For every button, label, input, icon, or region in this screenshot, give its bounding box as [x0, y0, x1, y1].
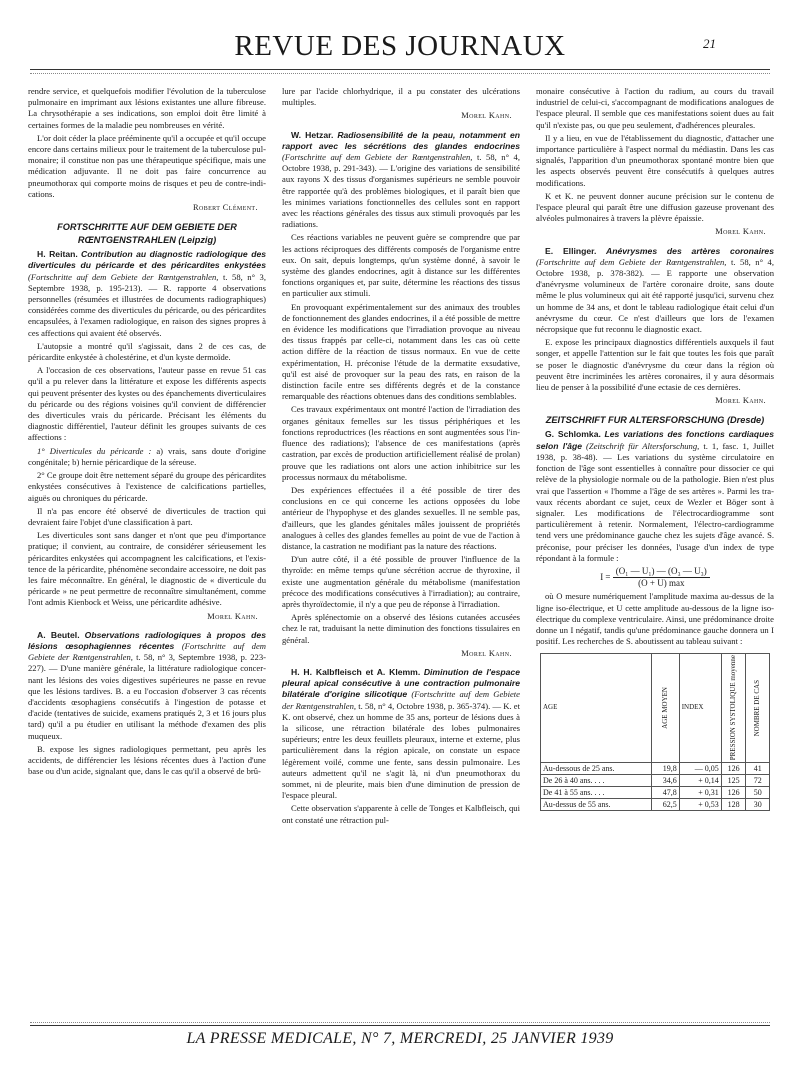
article-body: t. 1, fasc. 1, Juillet 1938, p. 38-48). — Les variations du système circulatoire en fonction de l'âge sont essentielles à connaître pour dissocier ce qui relève de la physiologie normale ou de la pathologie. Bien n'est plus vrai que l'assertion « l'homme a l'âge de ses artères ». Parmi les travaux récents abordant ce sujet, ceux de Wezler et Böger sont à signaler. Les modifications de l'électrocardiogramme sont particulièrement à retenir. Normalement, l'électro-cardiogramme tend vers une prédominance gauche chez les sujets d'âge avancé. S. préconise, pour préciser les données, l'usage d'un index de type répondant à la formule :: [536, 440, 774, 563]
table-cell: Au-dessus de 55 ans.: [541, 798, 652, 810]
paragraph: A l'occasion de ces observations, l'auteur passe en revue 51 cas qu'il a pu relever dans la littérature et expose les différents aspects qui peuvent présenter des kystes ou des épanchements diverticulaires du péricarde ou des régions voisines qu'il convient de différencier des diverticules vrais du péricarde. Précisant les éléments du diagnostic différentiel, l'auteur définit les groupes suivants de ces affections :: [28, 365, 266, 443]
table-cell: 126: [721, 786, 746, 798]
article-author: H. H. Kalbfleisch et A. Klemm.: [291, 666, 421, 677]
table-cell: 19,8: [652, 762, 680, 774]
article-author: H. Reitan.: [37, 249, 78, 260]
column-left: [28, 86, 266, 779]
paragraph: Des expériences effectuées il a été possible de tirer des conclusions en ce qui concerne les actions opposées du lobe antérieur de l'hypophyse et des glandes sexuelles. Il ne semble pas, d'ailleurs, que les glandes génitales mâles jouissent de propriétés analogues à celles des glandes femelles au point de vue de l'action à distance, la castration ne modifiant pas la nature des réactions.: [282, 484, 520, 551]
author-signature: Morel Kahn.: [715, 227, 766, 237]
header-label: PRESSION SYSTOLIQUE moyenne: [729, 655, 738, 761]
table-cell: 62,5: [652, 798, 680, 810]
paragraph: rendre service, et quelquefois modifier l'évolution de la tuberculose pulmonaire en imprimant aux lésions existantes une allure fibreuse. La chrysothérapie a ses indications, son emploi doit être limité à certaines formes de la maladie peu nombreuses en vérité.: [28, 86, 266, 130]
article-journal-ref: (Fortschritte auf dem Gebiete der Rœntgenstrahlen,: [282, 152, 473, 163]
paragraph: Après splénectomie on a observé des lésions cutanées accusées chez le rat, traduisant la nette diminution des fonctions tissulaires en général.: [282, 612, 520, 645]
paragraph: B. expose les signes radiologiques permettant, peu après les accidents, de différencier les lésions récentes dues à l'action d'une base ou d'un acide, signalant que, dans le cas qu'il a observé de brû-: [28, 743, 266, 777]
article-entry: [282, 130, 520, 231]
paragraph: [28, 446, 266, 468]
article-author: W. Hetzar.: [291, 129, 334, 140]
paragraph: L'autopsie a montré qu'il s'agissait, dans 2 de ces cas, de péricardite enkystée à cholestérine, et d'un kyste dermoïde.: [28, 340, 266, 363]
journal-section-heading: FORTSCHRITTE AUF DEM GEBIETE DER RŒNTGENSTRAHLEN (Leipzig): [57, 222, 237, 246]
table-header-cell: [679, 654, 721, 762]
table-cell: De 26 à 40 ans. . . .: [541, 774, 652, 786]
header-dotted-rule: [30, 73, 770, 74]
list-text: a) vrais, sans doute d'origine congénitale; b) hernie péricardique de la séreuse.: [28, 445, 266, 467]
paragraph: Il n'a pas encore été observé de diverticules de traction qui devraient faire l'objet d'une classification à part.: [28, 505, 266, 527]
table-cell: De 41 à 55 ans. . . .: [541, 786, 652, 798]
page-header: [30, 22, 770, 70]
paragraph: Cette observation s'apparente à celle de Tonges et Kalbfleisch, qui ont constaté une rétraction pul-: [282, 803, 520, 825]
article-journal-ref: (Fortschritte auf dem Gebiete der Rœntgenstrahlen,: [536, 256, 727, 267]
paragraph: 2° Ce groupe doit être nettement séparé du groupe des péricardites enkystées consécutives à l'existence de calcifications partielles, aiguës ou chroniques du péricarde.: [28, 470, 266, 503]
author-signature: Morel Kahn.: [207, 611, 258, 621]
formula-fraction: [613, 566, 710, 589]
article-title: Radiosensibilité de la peau, notamment en rapport avec les sécrétions des glandes endocrines: [282, 129, 521, 151]
table-header-row: [541, 654, 770, 762]
header-rule: [30, 69, 770, 70]
table-cell: 126: [721, 762, 746, 774]
paragraph: L'or doit céder la place prééminente qu'il a occupée et qu'il occupe encore dans certains milieux pour le traitement de la tuberculose pulmonaire; il constitue non pas une thérapeutique spécifique, mais une médication adjuvante. Il ne doit pas faire concurrence au pneumothorax qui comporte moins de risques et peu de contre-indications.: [28, 132, 266, 199]
results-table: [540, 653, 770, 810]
header-label: INDEX: [681, 703, 704, 712]
article-author: E. Ellinger.: [545, 245, 597, 256]
formula-lhs: I =: [600, 571, 611, 582]
footer-rule: [30, 1025, 770, 1026]
table-cell: Au-dessous de 25 ans.: [541, 762, 652, 774]
article-entry: [536, 429, 774, 563]
article-title: Anévrysmes des artères coronaires: [605, 245, 774, 256]
table-cell: 128: [721, 798, 746, 810]
column-right: [536, 86, 774, 811]
page-title: REVUE DES JOURNAUX: [234, 30, 566, 62]
table-cell: 72: [746, 774, 770, 786]
paragraph: E. expose les principaux diagnostics différentiels auxquels il faut songer, et appelle l'attention sur le fait que toutes les fois que paraît se poser le diagnostic d'anévrysme du cœur dans la région où peuvent être incriminées les artères coronaires, il y aura désormais lieu de penser à la possibilité d'une ectasie de ces dernières.: [536, 337, 774, 393]
article-entry: [536, 246, 774, 336]
paragraph: Il y a lieu, en vue de l'établissement du diagnostic, d'attacher une importance particulière à l'aspect normal du médiastin. Dans les cas signalés, l'apparition d'un pneumothorax spontané montre bien que les aspects observés peuvent être consécutifs à quelques autres modifications.: [536, 132, 774, 188]
table-cell: 41: [746, 762, 770, 774]
table-header-cell: [746, 654, 770, 762]
author-signature: Morel Kahn.: [461, 111, 512, 121]
table-header-cell: [721, 654, 746, 762]
article-author: G. Schlomka.: [545, 429, 601, 440]
paragraph: Ces travaux expérimentaux ont montré l'action de l'irradiation des organes génitaux femelles sur les tissus périphériques et les fonctions reproductrices (les réactions en sont augmentées sous l'influence des radiations); l'absence de ces manifestations (après castration, par excès de production artificiellement réalisé de prolan) prouve que les radiations ont alors une action inhibitrice sur les processus normaux du métabolisme.: [282, 404, 520, 482]
paragraph: lure par l'acide chlorhydrique, il a pu constater des ulcérations multiples.: [282, 86, 520, 108]
table-header-cell: [652, 654, 680, 762]
table-header-cell: [541, 654, 652, 762]
table-cell: + 0,14: [679, 774, 721, 786]
article-journal-ref: (Zeitschrift für Altersforschung,: [586, 440, 700, 451]
article-title: Diminution de l'espace pleural apical consécutive à une contraction pulmonaire bilatérale d'origine silicotique: [282, 666, 520, 700]
article-body: t. 58, n° 4, Octobre 1938, p. 378-382). — E rapporte une observation d'anévrysme volumineux de l'artère coronaire droite, sans doute même le plus volumineux qui ait été rapporté jusqu'ici, survenu chez un homme de 34 ans, et dont le tableau radiologique était celui d'un anévrysme du cœur. Ce n'est d'ailleurs que lors de l'examen nécropsique que fut reconnu le diagnostic exact.: [536, 256, 774, 335]
article-entry: [28, 249, 266, 339]
footer-dotted-rule: [30, 1022, 770, 1023]
table-row: [541, 798, 770, 810]
table-cell: 50: [746, 786, 770, 798]
column-middle: [282, 86, 520, 828]
author-signature: Morel Kahn.: [461, 648, 512, 658]
article-journal-ref: (Fortschritte auf dem Gebiete der Rœntgenstrahlen,: [28, 640, 267, 663]
table-cell: + 0,31: [679, 786, 721, 798]
table-row: [541, 774, 770, 786]
table-cell: — 0,05: [679, 762, 721, 774]
page-footer: [30, 1022, 770, 1052]
article-entry: [282, 667, 520, 801]
author-signature: Robert Clément.: [193, 203, 258, 213]
publication-line: LA PRESSE MEDICALE, N° 7, MERCREDI, 25 JANVIER 1939: [186, 1030, 614, 1047]
table-row: [541, 762, 770, 774]
table-cell: + 0,53: [679, 798, 721, 810]
paragraph: monaire consécutive à l'action du radium, au cours du travail industriel de celui-ci, s'accompagnant de modifications analogues de l'espace pleural. Il semble que ces manifestations soient dues au fait qu'il n'existe pas, ou que peu seulement, d'adhérences pleurales.: [536, 86, 774, 130]
journal-section-heading: ZEITSCHRIFT FUR ALTERSFORSCHUNG (Dresde): [545, 415, 765, 426]
article-title: Les variations des fonctions cardiaques selon l'âge: [536, 429, 774, 451]
table-cell: 30: [746, 798, 770, 810]
article-body: t. 58, n° 3, Septembre 1938, p. 223-227). — D'une manière générale, la littérature radiologique concernant les lésions des voies digestives supérieures ne passe en revue que les lésions tardives. B. a eu l'occasion d'observer 3 cas récents d'accidents œsophagiens consécutifs à l'ingestion de potasse et d'acide (tentatives de suicide, examens pratiqués 2, 3 et 16 jours plus tard) qu'il a pu étudier en utilisant la méthode d'examen des plis muqueux.: [28, 652, 266, 741]
paragraph: Ces réactions variables ne peuvent guère se comprendre que par les actions réciproques des différents composés de l'organisme entre eux. On sait, depuis longtemps, qu'un système donné, à savoir le système des glandes endocrines, agit à distance sur les différentes fonctions organiques et, par suite, détermine les réactions des tissus en particulier aux stimuli.: [282, 232, 520, 299]
author-signature: Morel Kahn.: [715, 396, 766, 406]
page-number: 21: [703, 36, 716, 51]
list-lead: 1° Diverticules du péricarde :: [37, 445, 152, 456]
table-row: [541, 786, 770, 798]
formula-numerator: (O₁ — U₁) — (O₃ — U₃): [613, 566, 710, 578]
formula-denominator: (O + U) max: [638, 578, 685, 589]
paragraph: En provoquant expérimentalement sur des animaux des troubles de fonctionnement des glandes endocrines, il a été possible de mettre en évidence les modifications que l'irradiation provoque au niveau des tissus frappés par celle-ci, notamment dans les cas où cette action diffère de la réaction de tissus normaux. En vue de cette expérimentation, H. préconise l'étude de la dermatite exsudative, qu'il est aisé de provoquer sur la peau des rats, en raison de la distinction facile entre ses différents degrés et de la constance remarquable des réactions obtenues dans des conditions semblables.: [282, 301, 520, 402]
paragraph: K et K. ne peuvent donner aucune précision sur le contenu de l'espace pleural qui paraît être une diffusion gazeuse provenant des alvéoles pulmonaires à travers la plèvre épaissie.: [536, 190, 774, 224]
article-journal-ref: (Fortschritte auf dem Gebiete der Rœntgenstrahlen,: [28, 271, 219, 282]
article-journal-ref: (Fortschritte auf dem Gebiete der Rœntgenstrahlen,: [282, 689, 520, 711]
article-title: Observations radiologiques à propos des lésions œsophagiennes récentes: [28, 629, 266, 651]
paragraph: où O mesure numériquement l'amplitude maxima au-dessus de la ligne iso-électrique, et U cette amplitude au-dessous de la ligne iso-électrique du complexe ventriculaire. Ainsi, une prédominance droite donne un I négatif, tandis qu'une prédominance gauche donnera un I positif. Les recherches de S. aboutissent au tableau suivant :: [536, 591, 774, 647]
article-body: t. 58, n° 4, Octobre 1938, p. 291-343). — L'origine des variations de sensibilité aux rayons X des tissus d'organismes supérieurs ne semble pouvoir être rapportée qu'à des problèmes biologiques, et il paraît bien que les minimes variations fonctionnelles des cellules sont en rapport avec les réactions générales des tissus aux stimuli provoqués par les radiations.: [282, 152, 520, 230]
table-cell: 34,6: [652, 774, 680, 786]
paragraph: Les diverticules sont sans danger et n'ont que peu d'importance pratique; il convient, au contraire, de considérer sérieusement les péricardites enkystées qui accompagnent les calcifications, et l'existence de la péricardite, phénomène secondaire accessoire, ne doit pas les faire méconnaître. En général, le diagnostic de « diverticule du péricarde » ne peut permettre de reconnaître simultanément, comme l'ont admis Kienbock et Weiss, une péricardite adhésive.: [28, 530, 266, 608]
article-body: t. 58, n° 4, Octobre 1938, p. 365-374). — K. et K. ont observé, chez un homme de 35 ans, porteur de lésions dues à la silicose, une rétraction bilatérale des lobes pulmonaires supérieurs; entre les deux feuillets pleuraux, interne et externe, plus particulièrement dans la région apicale, on constate un espace légèrement voilé, comme une fente, sans dessin pulmonaire. Les auteurs admettent qu'il ne s'agit là, ni d'un pneumothorax du sommet, ni de pleurite, mais bien d'une diminution de pression de l'espace pleural.: [282, 700, 520, 801]
article-title: Contribution au diagnostic radiologique des diverticules du péricarde et des péricardites enkystées: [28, 249, 267, 271]
article-body: t. 58, n° 3, Septembre 1938, p. 195-213). — R. rapporte 4 observations personnelles (résumées et illustrées de documents radiographiques) considérées comme des diverticules du péricarde, ou des péricardites encapsulées, à l'examen radiologique, en raison des signes propres à ces affections qui avaient été observés.: [28, 271, 266, 338]
article-entry: [28, 630, 266, 742]
table-cell: 47,8: [652, 786, 680, 798]
paragraph: D'un autre côté, il a été possible de prouver l'influence de la thyroïde: en même temps qu'une sécrétion accrue de thyroxine, il existe une augmentation générale du métabolisme (manifestation précoce des modifications consécutives à l'irradiation); au contraire, après thyroïdectomie, il n'y a que peu de réponse à l'irradiation.: [282, 554, 520, 609]
header-label: AGE: [543, 703, 558, 712]
index-formula: [536, 566, 774, 589]
table-cell: 125: [721, 774, 746, 786]
header-label: AGE MOYEN: [660, 687, 669, 729]
article-author: A. Beutel.: [37, 629, 80, 640]
header-label: NOMBRE DE CAS: [753, 679, 762, 737]
